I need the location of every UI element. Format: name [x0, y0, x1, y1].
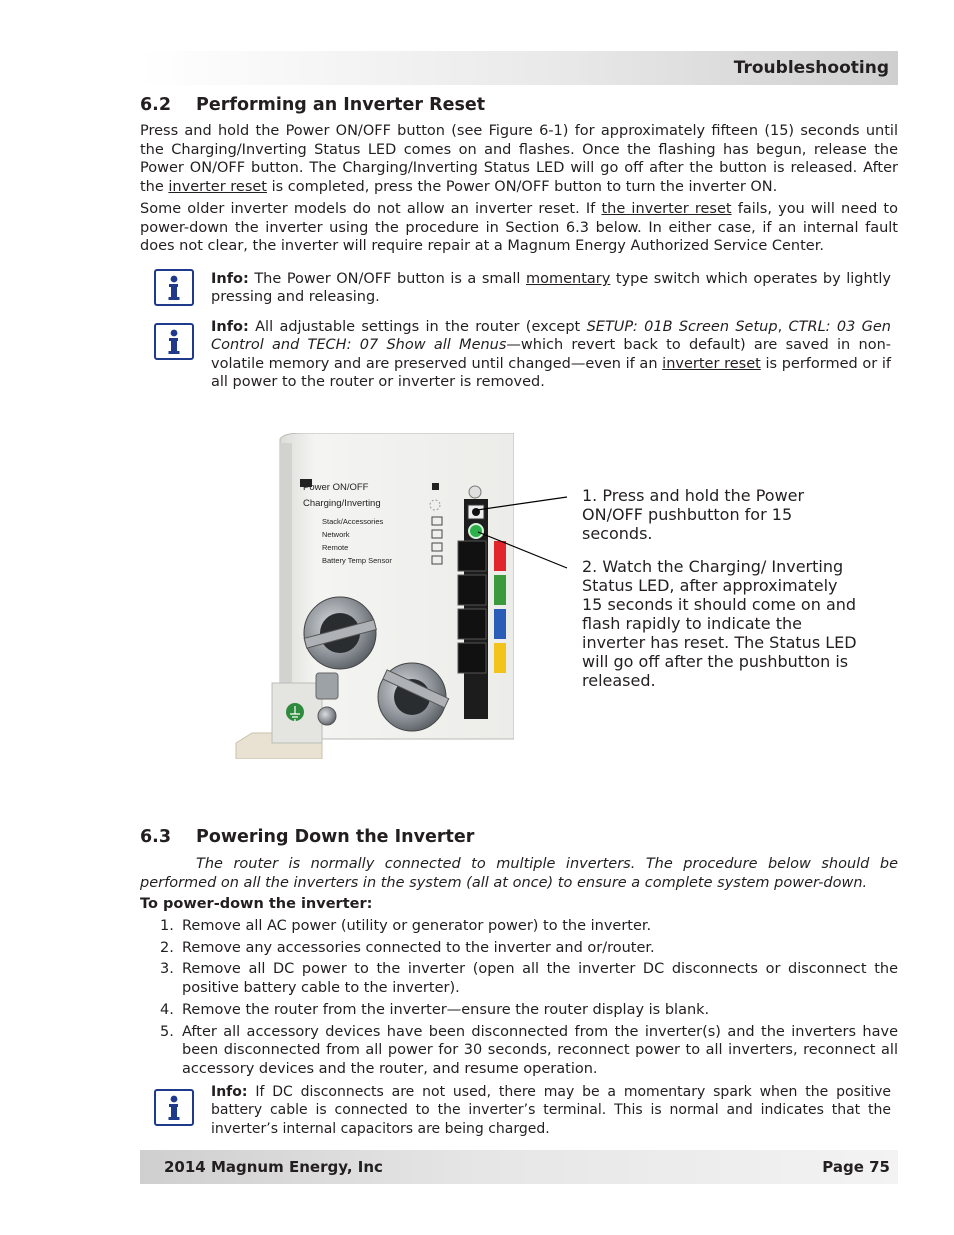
info-note-momentary [211, 270, 891, 307]
info-label: Info: [211, 1084, 248, 1100]
text-run: Press and hold the Power ON/OFF button (see Figure 6-1) for approximately fifteen (15) seconds until the Charging/Inverting Status LED comes on and flashes. Once the flashing has begun, release the Power ON/OFF button. The Charging/Inverting Status LED will go off after the button is released. After the [140, 123, 898, 196]
step-text: Remove all DC power to the inverter (open all the inverter DC disconnects or disconnect the positive battery cable to the inverter). [182, 961, 898, 997]
text-run: The Power ON/OFF button is a small [248, 271, 526, 287]
label-remote: Remote [322, 543, 349, 552]
header-title: Troubleshooting [733, 58, 889, 78]
text-run: , [777, 319, 789, 335]
section-number: 6.3 [140, 827, 172, 847]
label-charging-inverting: Charging/Inverting [303, 498, 381, 509]
callout-press-hold: 1. Press and hold the Power ON/OFF pushbutton for 15 seconds. [582, 486, 805, 543]
power-down-steps [160, 917, 898, 1079]
router-panel-figure [232, 433, 514, 759]
text-run: is performed or if all power to the router or inverter is removed. [211, 355, 892, 390]
inverter-reset-link[interactable]: inverter reset [168, 179, 267, 196]
step-text: Remove any accessories connected to the inverter and or/router. [182, 939, 655, 956]
text-run: All adjustable settings in the router (except [248, 319, 587, 335]
section-title: Performing an Inverter Reset [196, 95, 486, 115]
callout-leader-lines [470, 490, 580, 580]
label-battery-temp-sensor: Battery Temp Sensor [322, 556, 392, 565]
step-text: After all accessory devices have been disconnected from the inverter(s) and the inverters have been disconnected from all power for 30 seconds, reconnect power to all inverters, reconnect all accessory devices and the router, and resume operation. [182, 1023, 898, 1077]
step-number: 4. [160, 1001, 174, 1018]
step-text: Remove the router from the inverter—ensure the router display is blank. [182, 1001, 710, 1018]
paragraph-older-models [140, 200, 898, 256]
info-note-spark [211, 1083, 891, 1138]
list-item [160, 960, 898, 997]
footer-copyright: 2014 Magnum Energy, Inc [164, 1158, 383, 1176]
info-icon [154, 1089, 194, 1126]
page-number: Page 75 [822, 1158, 890, 1176]
list-item [160, 1023, 898, 1079]
step-number: 1. [160, 918, 174, 934]
section-title: Powering Down the Inverter [196, 827, 475, 847]
step-text: Remove all AC power (utility or generator power) to the inverter. [182, 918, 652, 934]
momentary-link[interactable]: momentary [526, 271, 611, 287]
section-heading-6-2 [140, 95, 485, 115]
info-note-settings [211, 318, 891, 391]
text-run: If DC disconnects are not used, there may be a momentary spark when the positive battery cable is connected to the inverter’s terminal. This is normal and indicates that the inverter’s internal capacitors are being charged. [211, 1084, 891, 1137]
footer-bar [140, 1150, 898, 1184]
step-number: 2. [160, 939, 174, 956]
menu-ref: SETUP: 01B Screen Setup [586, 319, 778, 335]
label-stack-accessories: Stack/Accessories [322, 517, 384, 526]
header-bar [140, 51, 898, 85]
text-run: is completed, press the Power ON/OFF button to turn the inverter ON. [267, 179, 778, 196]
callout-watch-led: 2. Watch the Charging/ Inverting Status LED, after approximately 15 seconds it should come on and flash rapidly to indicate the inverter has reset. The Status LED will go off after the pushbutton is released. [582, 557, 857, 690]
list-item [160, 939, 898, 958]
info-label: Info: [211, 319, 249, 335]
label-network: Network [322, 530, 350, 539]
text-run: fails, you will need to power-down the inverter using the procedure in Section 6.3 below. In either case, if an internal fault does not clear, the inverter will require repair at a Magnum Energy Authorized Service Center. [140, 201, 898, 255]
info-icon [154, 269, 194, 306]
section-number: 6.2 [140, 95, 172, 115]
procedure-subheading: To power-down the inverter: [140, 896, 373, 912]
section-heading-6-3 [140, 827, 474, 847]
info-label: Info: [211, 271, 249, 287]
label-power-on-off: Power ON/OFF [303, 482, 369, 493]
menu-ref: CTRL: 03 Gen Control and TECH: 07 Show all Menus [211, 319, 892, 354]
paragraph-router-intro: The router is normally connected to multiple inverters. The procedure below should be performed on all the inverters in the system (all at once) to ensure a complete system power-down. [140, 856, 898, 891]
inverter-reset-link[interactable]: inverter reset [662, 355, 761, 372]
step-number: 3. [160, 961, 174, 978]
text-run: Some older inverter models do not allow an inverter reset. If [140, 201, 602, 217]
paragraph-reset-procedure [140, 122, 898, 197]
list-item [160, 1001, 898, 1020]
info-icon [154, 323, 194, 360]
inverter-reset-link[interactable]: the inverter reset [601, 201, 732, 217]
list-item [160, 917, 898, 936]
text-run: —which revert back to default) are saved in non-volatile memory and are preserved until changed—even if an [211, 337, 891, 372]
text-run: type switch which operates by lightly pressing and releasing. [211, 271, 891, 306]
step-number: 5. [160, 1023, 174, 1040]
